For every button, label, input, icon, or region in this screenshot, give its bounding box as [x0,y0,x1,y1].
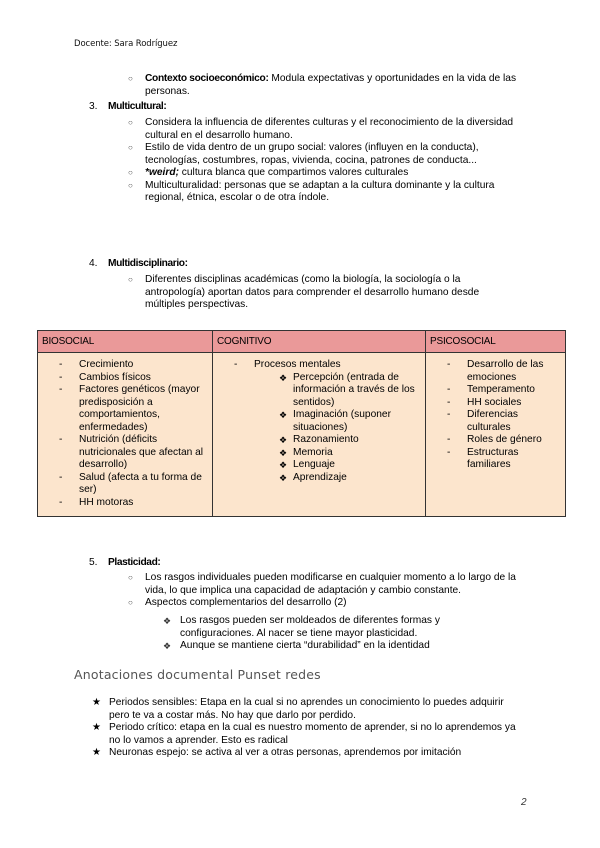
list-item: - HH sociales [447,396,522,408]
list-item: - HH motoras [59,496,134,508]
hollow-bullet-icon: ○ [128,180,133,190]
list-item: ○ Diferentes disciplinas académicas (como la biología, la sociología o la antropología) aportan datos para comprender el desarrollo humano desde múltiples perspectivas. [128,274,480,310]
list-item: ○ Aspectos complementarios del desarrollo (2) [128,597,347,608]
list-item: ❖ Lenguaje [279,459,335,470]
table-header-row [38,331,566,353]
hollow-bullet-icon: ○ [128,598,133,607]
diamond-bullet-icon: ❖ [279,472,288,483]
cell-biosocial [38,353,213,517]
hollow-bullet-icon: ○ [128,168,133,177]
list-item: - Procesos mentales [234,359,341,370]
list-item: - Estructuras familiares [447,446,519,470]
section-heading-multidisciplinario: 4. Multidisciplinario: [89,258,188,269]
list-item: ★ Periodo crítico: etapa en la cual es nuestro momento de aprender, si no lo aprendemos ya no lo vamos a aprender. Esto es radical [92,722,516,746]
dash-bullet-icon: - [59,434,63,445]
teacher-header: Docente: Sara Rodríguez [74,39,178,49]
header-biosocial: BIOSOCIAL [38,331,213,353]
star-icon: ★ [92,722,101,733]
header-cognitivo: COGNITIVO [213,331,426,353]
dash-bullet-icon: - [59,359,63,370]
list-item: ○ Los rasgos individuales pueden modificarse en cualquier momento a lo largo de la vida, lo que implica una capacidad de adaptación y cambio constante. [128,572,516,596]
list-item: - Desarrollo de las emociones [447,359,544,383]
list-item: ❖ Percepción (entrada de información a través de los sentidos) [279,371,415,408]
dash-bullet-icon: - [59,371,63,383]
hollow-bullet-icon: ○ [128,143,133,152]
annotations-heading: Anotaciones documental Punset redes [74,667,321,682]
dash-bullet-icon: - [447,384,451,395]
list-item: ❖ Aunque se mantiene cierta “durabilidad” en la identidad [163,640,430,651]
section-heading-plasticidad: 5. Plasticidad: [89,557,161,568]
diamond-bullet-icon: ❖ [279,447,288,458]
list-item: - Roles de género [447,434,542,445]
dash-bullet-icon: - [447,434,451,445]
diamond-bullet-icon: ❖ [279,435,288,445]
annotations-list [92,697,522,760]
dash-bullet-icon: - [59,471,63,483]
list-item: ○ *weird; cultura blanca que compartimos valores culturales [128,167,409,178]
dash-bullet-icon: - [59,384,63,395]
section-heading-multicultural: 3. Multicultural: [89,101,167,112]
list-item: ❖ Memoria [279,446,333,458]
section5-list [128,572,523,610]
section3-list [128,117,528,205]
cell-psicosocial [426,353,566,517]
diamond-bullet-icon: ❖ [163,641,172,651]
list-item: - Temperamento [447,384,535,395]
list-item: - Factores genéticos (mayor predisposición a comportamientos, enfermedades) [59,384,200,433]
list-item: ○ Contexto socioeconómico: Modula expectativas y oportunidades en la vida de las personas. [128,73,517,97]
dash-bullet-icon: - [234,359,238,370]
diamond-bullet-icon: ❖ [279,410,288,420]
table-row [38,353,566,517]
star-icon: ★ [92,697,101,708]
development-domains-table [37,330,566,517]
diamond-bullet-icon: ❖ [163,616,172,626]
dash-bullet-icon: - [447,396,451,408]
list-item: ○ Considera la influencia de diferentes culturas y el reconocimiento de la diversidad cultural en el desarrollo humano. [128,117,514,141]
list-item: ★ Neuronas espejo: se activa al ver a otras personas, aprendemos por imitación [92,747,462,758]
dash-bullet-icon: - [447,409,451,420]
cell-cognitivo [213,353,426,517]
list-item: - Cambios físicos [59,371,151,383]
section4-list [128,274,508,312]
dash-bullet-icon: - [447,446,451,458]
list-item: ○ Multiculturalidad: personas que se adaptan a la cultura dominante y la cultura regional, étnica, escolar o de otra índole. [128,179,495,203]
dash-bullet-icon: - [59,496,63,508]
hollow-bullet-icon: ○ [128,118,133,127]
list-item: - Diferencias culturales [447,409,518,433]
hollow-bullet-icon: ○ [128,275,133,284]
list-item: ❖ Imaginación (suponer situaciones) [279,409,391,433]
diamond-bullet-icon: ❖ [279,372,288,383]
list-item: ❖ Razonamiento [279,434,359,445]
list-item: - Salud (afecta a tu forma de ser) [59,471,202,495]
list-item: ❖ Aprendizaje [279,471,347,483]
list-item: - Nutrición (déficits nutricionales que afectan al desarrollo) [59,434,204,470]
diamond-bullet-icon: ❖ [279,460,288,470]
section2-tail-list [128,73,528,98]
list-item: ★ Periodos sensibles: Etapa en la cual si no aprendes un conocimiento lo puedes adquirir pero te va a costar más. No hay que darlo por perdido. [92,697,504,721]
list-item: ❖ Los rasgos pueden ser moldeados de diferentes formas y configuraciones. Al nacer se tiene mayor plasticidad. [163,615,440,639]
hollow-bullet-icon: ○ [128,573,133,582]
page-number: 2 [521,797,527,808]
header-psicosocial: PSICOSOCIAL [426,331,566,353]
list-item: - Crecimiento [59,359,134,370]
dash-bullet-icon: - [447,359,451,370]
star-icon: ★ [92,747,101,758]
list-item: ○ Estilo de vida dentro de un grupo social: valores (influyen en la conducta), tecnologías, costumbres, ropas, vivienda, cocina, patrones de conducta... [128,142,479,166]
section5-sublist [163,615,493,653]
hollow-bullet-icon: ○ [128,74,133,83]
